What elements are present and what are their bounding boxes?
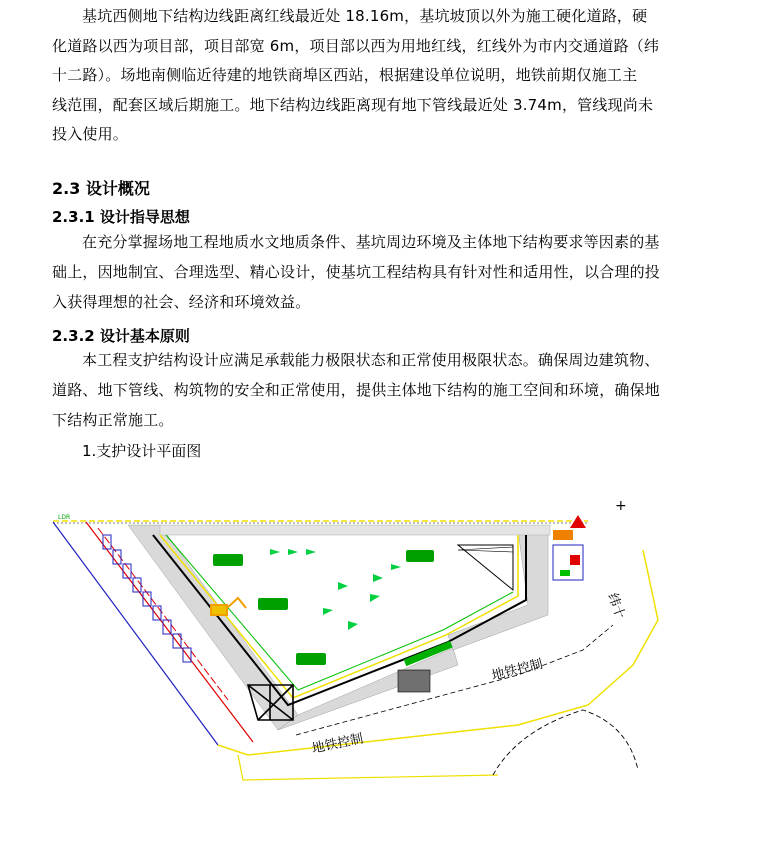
wedge-line-1 — [458, 547, 513, 550]
west-boundary-blue — [53, 522, 218, 745]
south-fence — [238, 755, 498, 780]
east-office-orange — [553, 530, 573, 540]
sub1-line3: 入获得理想的社会、经济和环境效益。 — [52, 293, 311, 311]
road-label-east: 纬十 — [604, 591, 628, 621]
north-mark: + — [615, 498, 627, 514]
para1-line5: 投入使用。 — [52, 125, 129, 143]
flow-arrows — [270, 549, 401, 630]
para1-line3: 十二路）。场地南侧临近待建的地铁商埠区西站，根据建设单位说明，地铁前期仅施工主 — [52, 66, 638, 84]
site-building-block — [398, 670, 430, 692]
sub1-line1: 在充分掌握场地工程地质水文地质条件、基坑周边环境及主体地下结构要求等因素的基 — [82, 233, 660, 251]
sub2-line1: 本工程支护结构设计应满足承载能力极限状态和正常使用极限状态。确保周边建筑物、 — [82, 351, 660, 369]
para1-line2: 化道路以西为项目部，项目部宽 6m，项目部以西为用地红线，红线外为市内交通道路（纬 — [52, 37, 660, 55]
sub2-line3: 下结构正常施工。 — [52, 411, 174, 429]
east-office-green — [560, 570, 570, 576]
excavator — [211, 598, 246, 615]
plan-svg — [48, 490, 708, 850]
sub1-line2: 础上，因地制宜、合理选型、精心设计，使基坑工程结构具有针对性和适用性，以合理的投 — [52, 263, 661, 281]
grid-label: LDR — [58, 514, 71, 521]
section-title: 2.3 设计概况 — [52, 179, 150, 198]
east-office-red — [570, 555, 580, 565]
west-gravel-strip — [128, 525, 298, 730]
para1-line4: 线范围，配套区域后期施工。地下结构边线距离现有地下管线最近处 3.74m，管线现尚未 — [52, 96, 654, 114]
support-plan-drawing — [48, 490, 708, 850]
road-label-2: 地铁控制 — [490, 656, 545, 684]
curved-boundary — [493, 710, 638, 775]
para1-line1: 基坑西侧地下结构边线距离红线最近处 18.16m，基坑坡顶以外为施工硬化道路，硬 — [82, 7, 648, 25]
north-gravel-strip — [160, 525, 550, 535]
gate-marker-top — [570, 515, 586, 528]
subsection-1-title: 2.3.1 设计指导思想 — [52, 208, 190, 226]
road-label-1: 地铁控制 — [310, 731, 365, 757]
sub2-line2: 道路、地下管线、构筑物的安全和正常使用，提供主体地下结构的施工空间和环境，确保地 — [52, 381, 661, 399]
figure-caption: 1.支护设计平面图 — [82, 442, 202, 460]
subsection-2-title: 2.3.2 设计基本原则 — [52, 327, 190, 345]
